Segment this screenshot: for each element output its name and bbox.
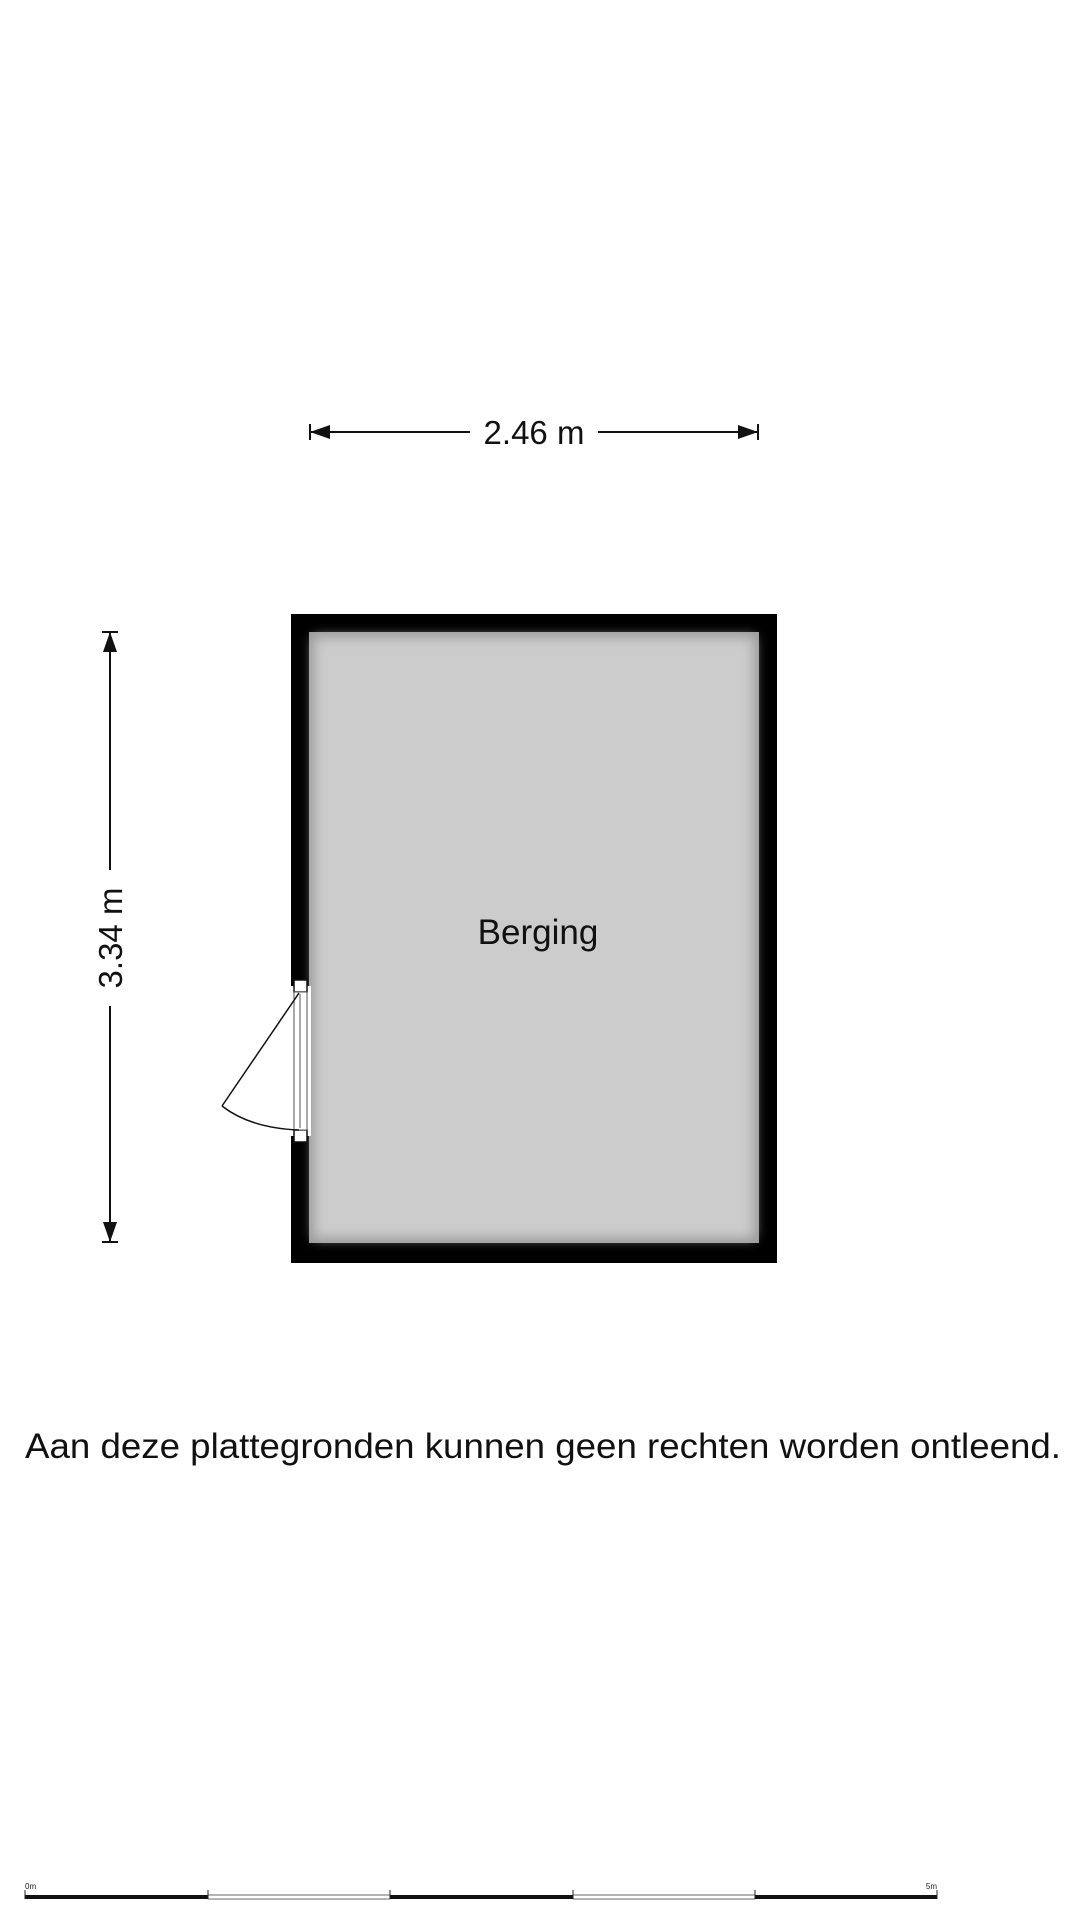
scale-start-label: 0m — [25, 1882, 37, 1891]
scale-segment-3 — [390, 1895, 573, 1899]
height-arrow-bottom — [103, 1222, 117, 1242]
scale-segment-5 — [755, 1895, 937, 1899]
door — [222, 980, 311, 1142]
width-arrow-right — [738, 425, 758, 439]
scale-segment-4 — [573, 1895, 755, 1899]
disclaimer: Aan deze plattegronden kunnen geen rechten worden ontleend. — [25, 1427, 1061, 1466]
door-swing-arc — [222, 1106, 299, 1130]
door-swing-line — [222, 993, 299, 1106]
door-jamb-top — [294, 980, 307, 992]
scale-bar — [25, 1882, 937, 1899]
width-dimension — [310, 414, 758, 451]
scale-segment-1 — [25, 1895, 208, 1899]
height-arrow-top — [103, 632, 117, 652]
room-berging — [291, 614, 777, 1263]
height-label: 3.34 m — [92, 887, 129, 989]
room-label: Berging — [477, 913, 599, 952]
height-dimension — [92, 632, 129, 1242]
scale-segment-2 — [208, 1895, 390, 1899]
scale-end-label: 5m — [925, 1882, 937, 1891]
width-arrow-left — [310, 425, 330, 439]
door-jamb-bottom — [294, 1130, 307, 1142]
width-label: 2.46 m — [483, 414, 585, 451]
